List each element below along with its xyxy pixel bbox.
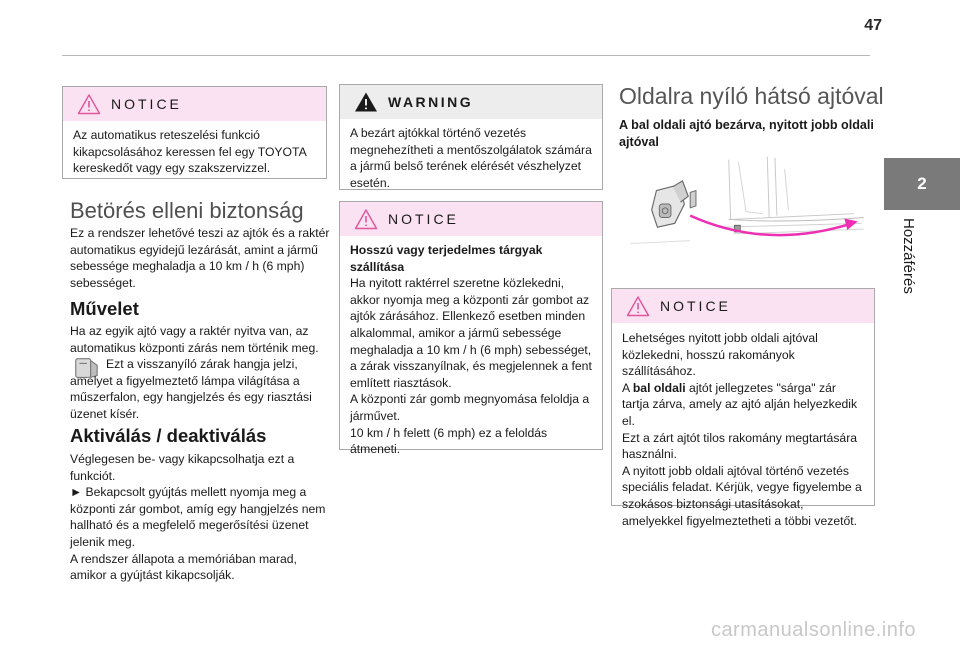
activation-text: Véglegesen be- vagy kikapcsolhatja ezt a funkciót. ► Bekapcsolt gyújtás mellett nyomja meg a központi zár gombot, amíg egy hangjelzés nem hallható és a megfelelő megerősítési üzenet jelenik meg. A rendszer állapota a memóriában marad, amikor a gyújtást kikapcsolják. xyxy=(70,452,326,583)
notice-text xyxy=(612,323,874,537)
notice-box-open-door-driving xyxy=(611,288,875,528)
warning-triangle-icon xyxy=(354,208,378,230)
operation-text-2: Ezt a visszanyíló zárak hangja jelzi, amelyet a figyelmeztető lámpa világítása a műszerfalon, egy hangjelzés és egy riasztási üzenet kísér. xyxy=(70,357,312,421)
operation-text-1: Ha az egyik ajtó vagy a raktér nyitva van, az automatikus központi zárás nem történik meg. xyxy=(70,324,319,355)
notice-box-long-loads xyxy=(339,201,603,457)
anti-theft-intro: Ez a rendszer lehetővé teszi az ajtók és a raktér automatikus egyidejű lezárását, amint a jármű sebessége meghaladja a 10 km / h (6 mph) sebességet. xyxy=(70,226,330,290)
notice-text: Az automatikus reteszelési funkció kikapcsolásához keressen fel egy TOYOTA kereskedőt vagy egy szakszervizzel. xyxy=(73,128,307,176)
section-heading-anti-theft: Betörés elleni biztonság xyxy=(70,198,304,223)
notice-text-part-a: Lehetséges nyitott jobb oldali ajtóval közlekedni, hosszú rakományok szállításához. A xyxy=(622,331,818,395)
side-door-subheading: A bal oldali ajtó bezárva, nyitott jobb oldali ajtóval xyxy=(619,118,874,149)
activation-heading: Aktiválás / deaktiválás xyxy=(70,425,267,446)
page-number: 47 xyxy=(864,17,882,34)
notice-title: NOTICE xyxy=(660,298,731,314)
warning-text: A bezárt ajtókkal történő vezetés megnehezítheti a mentőszolgálatok számára a jármű belső terének elérését vészhelyzet esetén. xyxy=(350,126,592,190)
notice-text: Ha nyitott raktérrel szeretne közlekedni, akkor nyomja meg a központi zár gombot az ajtók zárásához. Ellenkező esetben minden alkalommal, amikor a jármű sebessége meghaladja a 10 km / h (6 mph) sebességet, a zárak visszanyílnak, és megjelennek a fent említett riasztások. A központi zár gomb megnyomása feloldja a járművet. 10 km / h felett (6 mph) ez a feloldás átmeneti. xyxy=(350,276,592,457)
top-rule xyxy=(62,55,870,56)
notice-header xyxy=(612,289,874,323)
rear-door-lock-illustration xyxy=(619,152,877,258)
notice-body xyxy=(340,236,602,466)
section-tab[interactable]: 2 xyxy=(884,158,960,210)
warning-triangle-icon xyxy=(77,93,101,115)
warning-header xyxy=(340,85,602,119)
notice-title: NOTICE xyxy=(111,96,182,112)
section-heading-side-door: Oldalra nyíló hátsó ajtóval xyxy=(619,83,884,109)
notice-header xyxy=(63,87,326,121)
notice-header xyxy=(340,202,602,236)
warning-box-locked-doors xyxy=(339,84,603,190)
footer-watermark: carmanualsonline.info xyxy=(710,619,916,641)
notice-text-bold: bal oldali xyxy=(632,380,686,395)
section-title: Hozzáférés xyxy=(900,218,917,294)
warning-triangle-icon xyxy=(626,295,650,317)
warning-triangle-icon xyxy=(354,91,378,113)
notice-box-auto-lock xyxy=(62,86,327,179)
notice-title: NOTICE xyxy=(388,211,459,227)
notice-text-part-b: ajtót jellegzetes "sárga" zár tartja zárva, amely az ajtó alján helyezkedik el. Ezt a zárt ajtót tilos rakomány megtartására használni. A nyitott jobb oldali ajtóval történő vezetés speciális feladat. Kérjük, vegye figyelembe a szokásos biztonsági utasításokat, amelyekkel figyelmeztetheti a többi vezetőt. xyxy=(622,380,862,528)
operation-heading: Művelet xyxy=(70,298,139,319)
warning-title: WARNING xyxy=(388,94,474,110)
notice-subtitle: Hosszú vagy terjedelmes tárgyak szállítása xyxy=(350,243,543,274)
